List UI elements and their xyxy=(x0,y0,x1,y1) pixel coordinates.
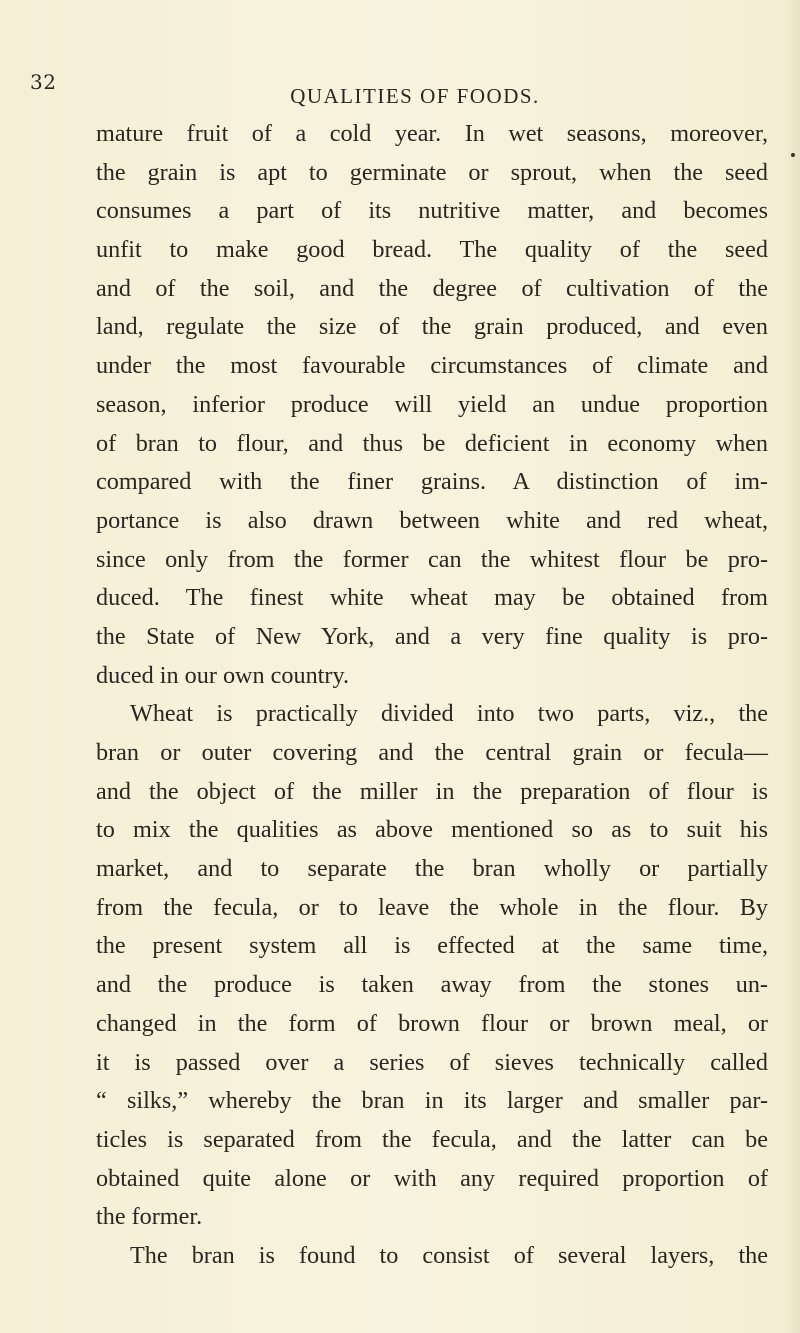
text-line: compared with the finer grains. A distinction of im- xyxy=(96,468,768,496)
text-line: and the produce is taken away from the stones un- xyxy=(96,971,768,999)
text-line: the grain is apt to germinate or sprout, when the seed xyxy=(96,158,768,186)
running-head: QUALITIES OF FOODS. xyxy=(290,84,540,108)
page-edge-shadow xyxy=(782,0,800,1333)
text-line: changed in the form of brown flour or brown meal, or xyxy=(96,1009,768,1037)
text-line: unfit to make good bread. The quality of the seed xyxy=(96,236,768,264)
text-line: market, and to separate the bran wholly or partially xyxy=(96,855,768,883)
text-line: the former. xyxy=(96,1203,203,1231)
text-line: Wheat is practically divided into two parts, viz., the xyxy=(130,700,768,728)
text-line: under the most favourable circumstances of climate and xyxy=(96,352,768,380)
text-line: portance is also drawn between white and red wheat, xyxy=(96,506,768,534)
text-line: The bran is found to consist of several layers, the xyxy=(130,1241,768,1269)
text-line: from the fecula, or to leave the whole in the flour. By xyxy=(96,893,768,921)
text-line: the State of New York, and a very fine quality is pro- xyxy=(96,622,768,650)
body-text xyxy=(96,115,768,1276)
text-line: duced in our own country. xyxy=(96,661,350,689)
text-line: mature fruit of a cold year. In wet seasons, moreover, xyxy=(96,120,768,147)
text-line: and the object of the miller in the preparation of flour is xyxy=(96,777,768,805)
margin-dot xyxy=(791,153,795,157)
text-line: bran or outer covering and the central grain or fecula— xyxy=(96,739,768,766)
text-line: obtained quite alone or with any required proportion of xyxy=(96,1164,768,1192)
text-line: and of the soil, and the degree of cultivation of the xyxy=(96,274,768,302)
text-line: duced. The finest white wheat may be obtained from xyxy=(96,584,768,612)
text-line: of bran to flour, and thus be deficient in economy when xyxy=(96,429,768,457)
text-line: to mix the qualities as above mentioned so as to suit his xyxy=(96,816,768,844)
text-line: consumes a part of its nutritive matter, and becomes xyxy=(96,197,768,225)
text-line: it is passed over a series of sieves technically called xyxy=(96,1048,768,1076)
page-number: 32 xyxy=(30,70,57,94)
text-line: since only from the former can the whitest flour be pro- xyxy=(96,545,768,573)
text-line: season, inferior produce will yield an undue proportion xyxy=(96,390,768,418)
text-line: ticles is separated from the fecula, and the latter can be xyxy=(96,1125,768,1153)
text-line: land, regulate the size of the grain produced, and even xyxy=(96,313,768,341)
text-line: the present system all is effected at the same time, xyxy=(96,932,768,960)
text-line: “ silks,” whereby the bran in its larger and smaller par- xyxy=(96,1087,768,1115)
